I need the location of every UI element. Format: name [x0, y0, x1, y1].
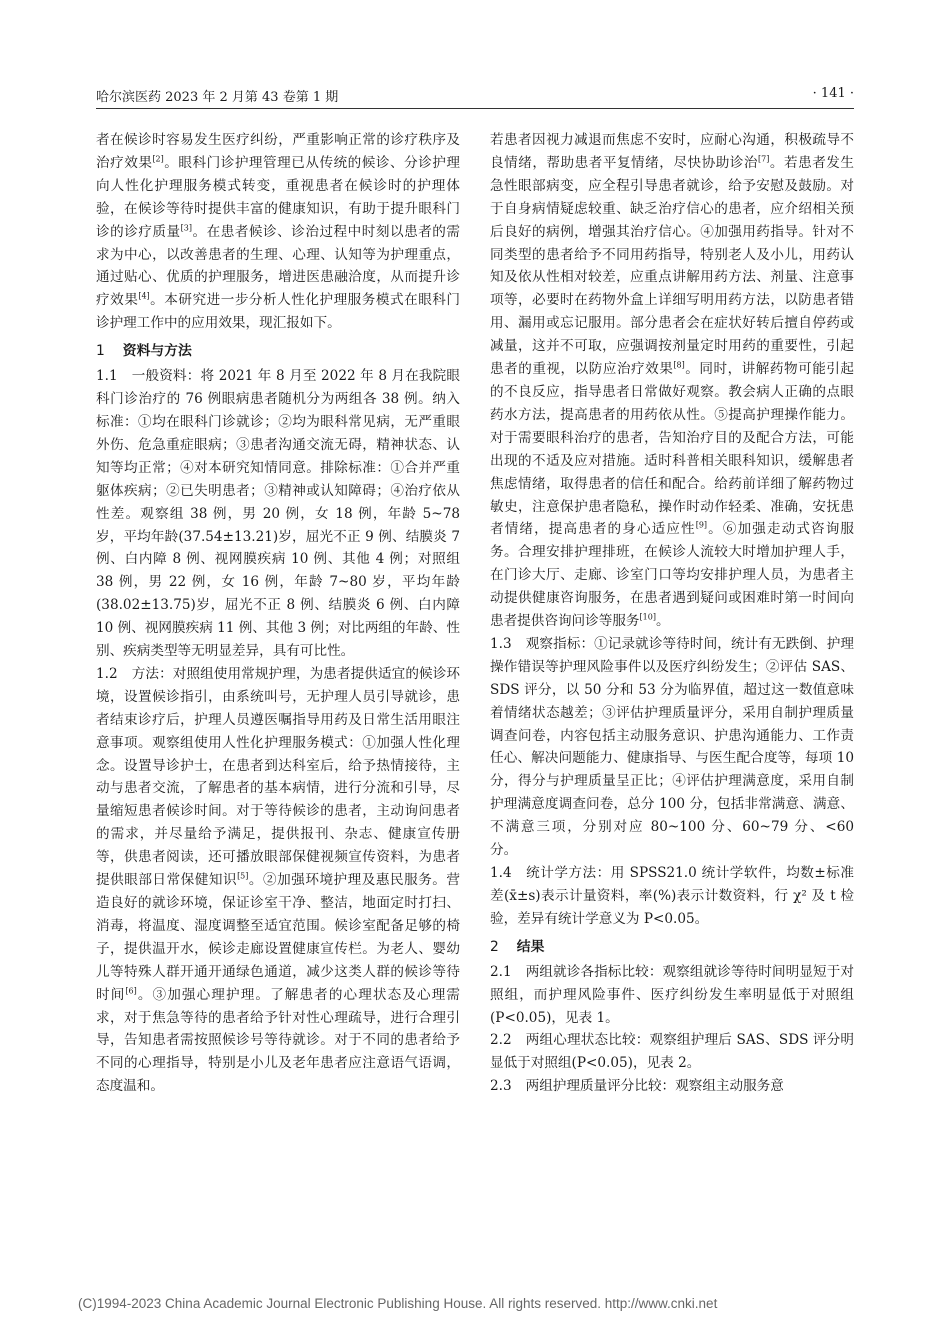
citation[interactable]: [3] [180, 223, 192, 233]
section-heading-1: 1 资料与方法 [96, 343, 192, 360]
subsection-1-2: 1.2 方法：对照组使用常规护理，为患者提供适宜的候诊环境，设置候诊指引，由系统叫号，无护理人员引导就诊，患者结束诊疗后，护理人员遵医嘱指导用药及日常生活用眼注意事项。观察组使用人性化护理服务模式：①加强人性化理念。设置导诊护士，在患者到达科室后，给予热情接待，主动与患者交流，了解患者的基本病情，进行分流和引导，尽量缩短患者候诊时间。对于等待候诊的患者，主动询问患者的需求，并尽量给予满足，提供报刊、杂志、健康宣传册等，供患者阅读，还可播放眼部保健视频宣传资料，为患者提供眼部日常保健知识[5]。②加强环境护理及惠民服务。营造良好的就诊环境，保证诊室干净、整洁，地面定时打扫、消毒，将温度、湿度调整至适宜范围。候诊室配备足够的椅子，提供温开水，候诊走廊设置健康宣传栏。为老人、婴幼儿等特殊人群开通开通绿色通道，减少这类人群的候诊等待时间[6]。③加强心理护理。了解患者的心理状态及心理需求，对于焦急等待的患者给予针对性心理疏导，进行合理引导，告知患者需按照候诊号等待就诊。对于不同的患者给予不同的心理指导，特别是小儿及老年患者应注意语气语调，态度温和。 [96, 665, 460, 1095]
citation[interactable]: [8] [673, 360, 685, 370]
citation[interactable]: [4] [138, 291, 150, 301]
subsection-1-4: 1.4 统计学方法：用 SPSS21.0 统计学软件，均数±标准差(x̄±s)表示计量资料，率(%)表示计数资料，行 χ² 及 t 检验，差异有统计学意义为 P<0.05。 [490, 865, 854, 927]
running-header [96, 86, 854, 110]
citation[interactable]: [6] [125, 986, 137, 996]
subsection-1-1: 1.1 一般资料：将 2021 年 8 月至 2022 年 8 月在我院眼科门诊治疗的 76 例眼病患者随机分为两组各 38 例。纳入标准：①均在眼科门诊就诊；②均为眼科常见病，无严重眼外伤、危急重症眼病；③患者沟通交流无碍，精神状态、认知等均正常；④对本研究知情同意。排除标准：①合并严重躯体疾病；②已失明患者；③精神或认知障碍；④治疗依从性差。观察组 38 例，男 20 例，女 18 例，年龄 5~78 岁，平均年龄(37.54±13.21)岁，屈光不正 9 例、结膜炎 7 例、白内障 8 例、视网膜疾病 10 例、其他 4 例；对照组 38 例，男 22 例，女 16 例，年龄 7~80 岁，平均年龄(38.02±13.75)岁，屈光不正 8 例、结膜炎 6 例、白内障 10 例、视网膜疾病 11 例、其他 3 例；对比两组的年龄、性别、疾病类型等无明显差异，具有可比性。 [96, 368, 460, 660]
right-column [490, 129, 854, 1259]
citation[interactable]: [5] [237, 871, 249, 881]
page-number: · 141 · [812, 86, 854, 101]
subsection-1-3: 1.3 观察指标：①记录就诊等待时间，统计有无跌倒、护理操作错误等护理风险事件以及医疗纠纷发生；②评估 SAS、SDS 评分，以 50 分和 53 分为临界值，超过这一数值意味着情绪状态越差；③评估护理质量评分，采用自制护理质量调查问卷，内容包括主动服务意识、护患沟通能力、工作责任心、解决问题能力、健康指导、与医生配合度等，每项 10 分，得分与护理质量呈正比；④评估护理满意度，采用自制护理满意度调查问卷，总分 100 分，包括非常满意、满意、不满意三项，分别对应 80~100 分、60~79 分、<60 分。 [490, 635, 854, 859]
method-continuation: 若患者因视力减退而焦虑不安时，应耐心沟通，积极疏导不良情绪，帮助患者平复情绪，尽快协助诊治[7]。若患者发生急性眼部病变，应全程引导患者就诊，给予安慰及鼓励。对于自身病情疑虑较重、缺乏治疗信心的患者，应介绍相关预后良好的病例，增强其治疗信心。④加强用药指导。针对不同类型的患者给予不同用药指导，特别老人及小儿，用药认知及依从性相对较差，应重点讲解用药方法、剂量、注意事项等，必要时在药物外盒上详细写明用药方法，以防患者错用、漏用或忘记服用。部分患者会在症状好转后擅自停药或减量，这并不可取，应强调按剂量定时用药的重要性，引起患者的重视，以防应治疗效果[8]。同时，讲解药物可能引起的不良反应，指导患者日常做好观察。教会病人正确的点眼药水方法，提高患者的用药依从性。⑤提高护理操作能力。对于需要眼科治疗的患者，告知治疗目的及配合方法，可能出现的不适及应对措施。适时科普相关眼科知识，缓解患者焦虑情绪，取得患者的信任和配合。给药前详细了解药物过敏史，注意保护患者隐私，操作时动作轻柔、准确，安抚患者情绪，提高患者的身心适应性[9]。⑥加强走动式咨询服务。合理安排护理排班，在候诊人流较大时增加护理人手，在门诊大厅、走廊、诊室门口等均安排护理人员，为患者主动提供健康咨询服务，在患者遇到疑问或困难时第一时间向患者提供咨询问诊等服务[10]。 [490, 132, 854, 630]
copyright-footer: (C)1994-2023 China Academic Journal Electronic Publishing House. All rights reserved. http://www.cnki.net [78, 1296, 718, 1311]
subsection-2-3: 2.3 两组护理质量评分比较：观察组主动服务意 [490, 1078, 784, 1095]
subsection-2-2: 2.2 两组心理状态比较：观察组护理后 SAS、SDS 评分明显低于对照组(P<0.05)，见表 2。 [490, 1032, 854, 1072]
journal-title: 哈尔滨医药 2023 年 2 月第 43 卷第 1 期 [96, 90, 339, 105]
subsection-2-1: 2.1 两组就诊各指标比较：观察组就诊等待时间明显短于对照组，而护理风险事件、医疗纠纷发生率明显低于对照组(P<0.05)，见表 1。 [490, 963, 854, 1026]
left-column [96, 129, 460, 1259]
header-rule [96, 108, 854, 109]
section-heading-2: 2 结果 [490, 938, 545, 955]
citation[interactable]: [7] [758, 154, 770, 164]
intro-paragraph: 者在候诊时容易发生医疗纠纷，严重影响正常的诊疗秩序及治疗效果[2]。眼科门诊护理管理已从传统的候诊、分诊护理向人性化护理服务模式转变，重视患者在候诊时的护理体验，在候诊等待时提供丰富的健康知识，有助于提升眼科门诊的诊疗质量[3]。在患者候诊、诊治过程中时刻以患者的需求为中心，以改善患者的生理、心理、认知等为护理重点，通过贴心、优质的护理服务，增进医患融洽度，从而提升诊疗效果[4]。本研究进一步分析人性化护理服务模式在眼科门诊护理工作中的应用效果，现汇报如下。 [96, 132, 460, 332]
citation[interactable]: [10] [639, 612, 656, 622]
citation[interactable]: [9] [695, 520, 708, 530]
citation[interactable]: [2] [152, 154, 164, 164]
